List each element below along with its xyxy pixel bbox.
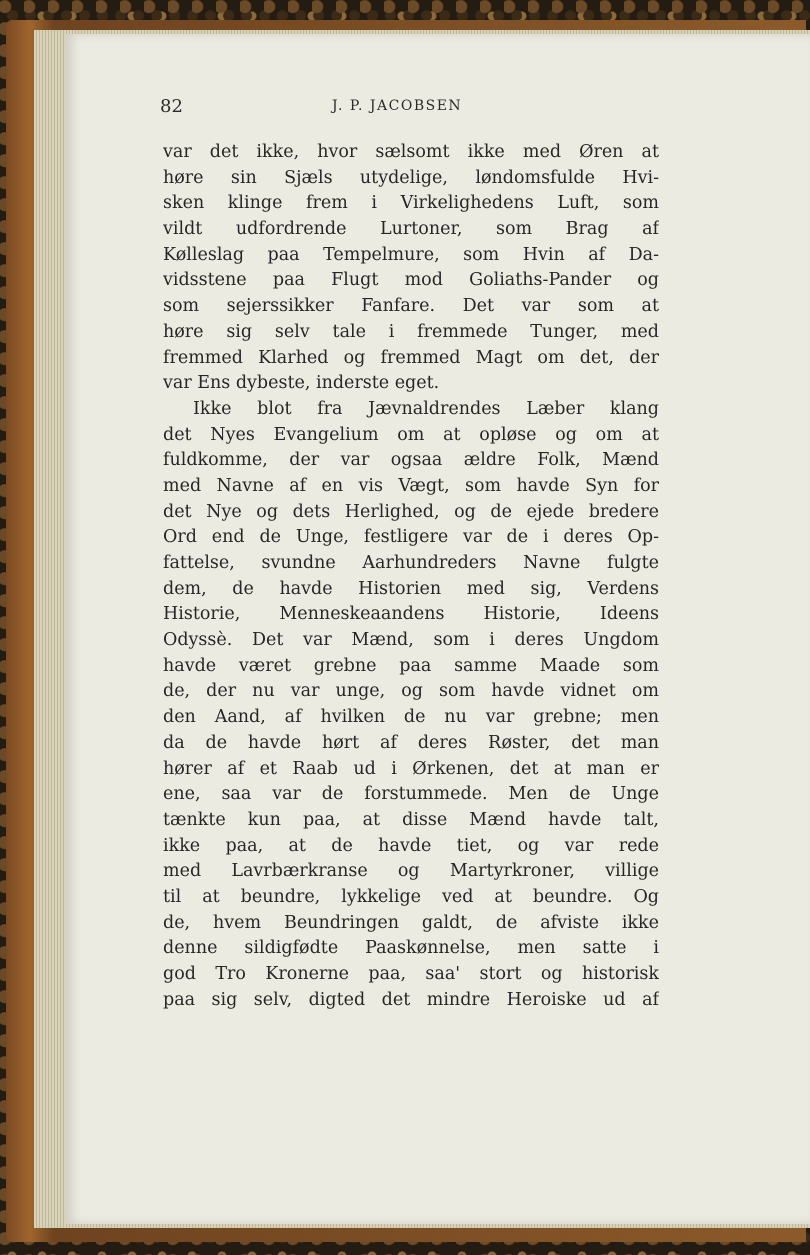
text-line: Kølleslag paa Tempelmure, som Hvin af Da- xyxy=(163,244,659,265)
text-line: var Ens dybeste, inderste eget. xyxy=(163,373,440,394)
text-line: denne sildigfødte Paaskønnelse, men satte i xyxy=(163,938,659,959)
text-line: havde været grebne paa samme Maade som xyxy=(163,655,659,676)
text-line: det Nyes Evangelium om at opløse og om at xyxy=(163,424,659,445)
text-line: høre sin Sjæls utydelige, løndomsfulde Hvi- xyxy=(163,167,659,188)
text-line: fuldkomme, der var ogsaa ældre Folk, Mænd xyxy=(163,450,659,471)
text-line: hører af et Raab ud i Ørkenen, det at man er xyxy=(163,758,659,779)
text-line: tænkte kun paa, at disse Mænd havde talt, xyxy=(163,809,659,830)
text-line: fremmed Klarhed og fremmed Magt om det, der xyxy=(163,347,659,368)
text-line: med Navne af en vis Vægt, som havde Syn for xyxy=(163,475,659,496)
text-line: ene, saa var de forstummede. Men de Unge xyxy=(163,784,659,805)
text-line: ikke paa, at de havde tiet, og var rede xyxy=(163,835,659,856)
page-number: 82 xyxy=(160,96,183,117)
text-line: som sejerssikker Fanfare. Det var som at xyxy=(163,296,659,317)
text-line: Odyssè. Det var Mænd, som i deres Ungdom xyxy=(163,630,659,651)
body-text xyxy=(163,140,659,1013)
text-line: Ikke blot fra Jævnaldrendes Læber klang xyxy=(193,398,659,419)
text-line: paa sig selv, digted det mindre Heroiske ud af xyxy=(163,989,659,1010)
text-line: Ord end de Unge, festligere var de i deres Op- xyxy=(163,527,659,548)
text-line: vildt udfordrende Lurtoner, som Brag af xyxy=(163,219,659,240)
text-line: det Nye og dets Herlighed, og de ejede bredere xyxy=(163,501,659,522)
text-line: vidsstene paa Flugt mod Goliaths-Pander og xyxy=(163,270,659,291)
text-line: til at beundre, lykkelige ved at beundre. Og xyxy=(163,886,659,907)
text-line: god Tro Kronerne paa, saa' stort og historisk xyxy=(163,964,659,984)
text-line: de, hvem Beundringen galdt, de afviste ikke xyxy=(163,912,659,933)
text-line: den Aand, af hvilken de nu var grebne; men xyxy=(163,707,659,728)
text-line: Historie, Menneskeaandens Historie, Ideens xyxy=(163,604,659,625)
text-line: var det ikke, hvor sælsomt ikke med Øren at xyxy=(163,142,659,162)
text-line: med Lavrbærkranse og Martyrkroner, villige xyxy=(163,861,659,882)
text-line: de, der nu var unge, og som havde vidnet om xyxy=(163,681,659,702)
page-header xyxy=(160,96,660,122)
text-line: høre sig selv tale i fremmede Tunger, med xyxy=(163,321,659,342)
text-line: sken klinge frem i Virkelighedens Luft, som xyxy=(163,193,659,214)
running-head: J. P. JACOBSEN xyxy=(332,98,463,114)
text-line: dem, de havde Historien med sig, Verdens xyxy=(163,578,659,599)
text-line: fattelse, svundne Aarhundreders Navne fulgte xyxy=(163,553,659,573)
text-line: da de havde hørt af deres Røster, det man xyxy=(163,732,659,753)
